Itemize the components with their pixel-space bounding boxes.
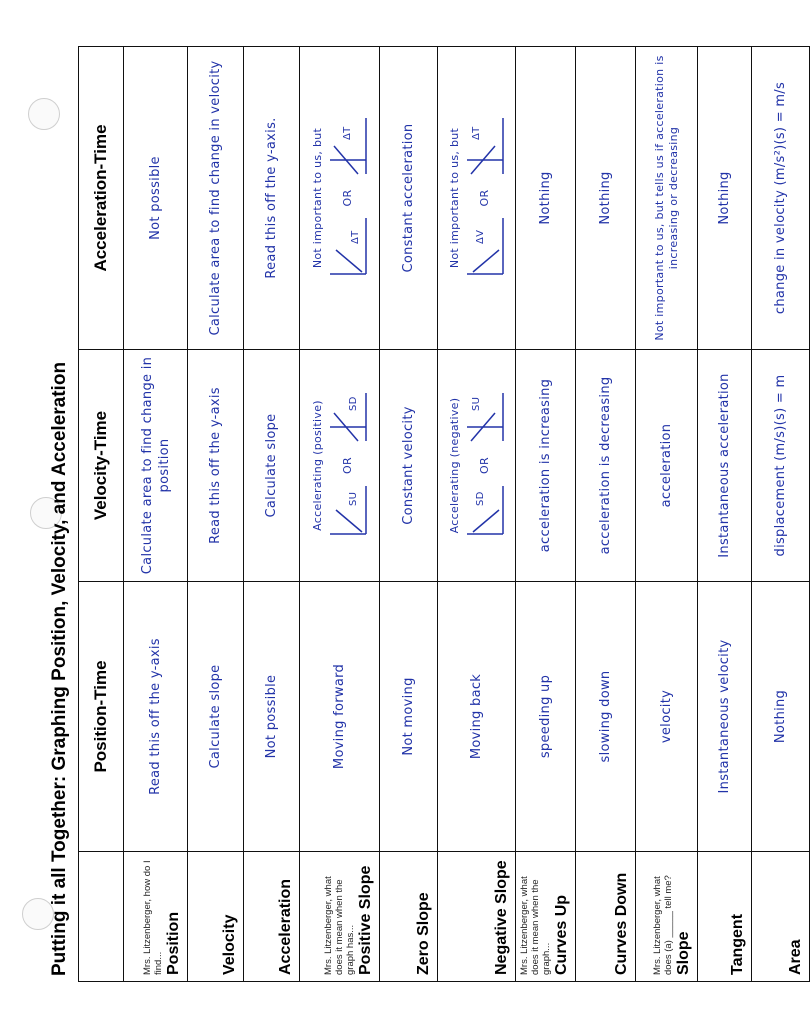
answer-acceleration-time: Nothing [516, 47, 576, 350]
answer-position-time: Read this off the y-axis [124, 582, 188, 852]
falling-line-sketch [465, 216, 505, 280]
answer-acceleration-time: Nothing [576, 47, 636, 350]
sketch-group [465, 53, 505, 343]
answer-acceleration-time: Nothing [698, 47, 752, 350]
question-note: Mrs. Litzenberger, what does it mean when the graph has... [323, 876, 356, 975]
answer-acceleration-time: Read this off the y-axis. [244, 47, 300, 350]
answer-text: Accelerating (negative) [448, 397, 461, 534]
row-label-cell [516, 852, 576, 982]
row-label-cell [244, 852, 300, 982]
row-label-cell [576, 852, 636, 982]
row-label-cell [752, 852, 810, 982]
question-note: Mrs. Litzenberger, what does (a) _____ tell me? [652, 875, 674, 975]
table-row [752, 47, 810, 982]
table-row [300, 47, 380, 982]
rising-line-sketch [328, 116, 368, 180]
answer-acceleration-time: Calculate area to find change in velocity [188, 47, 244, 350]
row-label: Negative Slope [493, 860, 510, 975]
answer-acceleration-time: change in velocity (m/s²)(s) = m/s [752, 47, 810, 350]
sketch-group [328, 53, 368, 343]
sketch-label: SD [475, 491, 486, 506]
worksheet-title: Putting it all Together: Graphing Position, Velocity, and Acceleration [49, 361, 70, 976]
answer-velocity-time [300, 350, 380, 582]
answer-text: Not important to us, but [311, 127, 324, 269]
row-label: Acceleration [277, 878, 294, 975]
header-corner [79, 852, 124, 982]
answer-text: Accelerating (positive) [311, 400, 324, 531]
table-row [188, 47, 244, 982]
falling-line-sketch [465, 116, 505, 180]
row-label: Position [165, 911, 182, 975]
row-label: Curves Up [553, 894, 570, 975]
answer-velocity-time: Instantaneous acceleration [698, 350, 752, 582]
row-label: Positive Slope [357, 865, 374, 975]
table-row [124, 47, 188, 982]
answer-velocity-time: acceleration is increasing [516, 350, 576, 582]
or-text: OR [341, 457, 354, 474]
header-velocity-time: Velocity-Time [79, 350, 124, 582]
answer-position-time: Instantaneous velocity [698, 582, 752, 852]
sketch-label: SD [348, 396, 359, 412]
or-text: OR [478, 189, 491, 207]
answer-acceleration-time: Not important to us, but tells us if acceleration is increasing or decreasing [636, 47, 698, 350]
question-note: Mrs. Litzenberger, what does it mean when the graph... [519, 876, 552, 975]
answer-position-time: speeding up [516, 582, 576, 852]
answer-velocity-time: Read this off the y-axis [188, 350, 244, 582]
sketch-group [465, 356, 505, 575]
answer-position-time: Moving forward [300, 582, 380, 852]
table-row [698, 47, 752, 982]
header-position-time: Position-Time [79, 582, 124, 852]
row-label: Slope [675, 931, 692, 975]
row-label: Curves Down [613, 872, 630, 975]
answer-velocity-time [438, 350, 516, 582]
answer-velocity-time: acceleration is decreasing [576, 350, 636, 582]
rising-line-sketch [328, 391, 368, 447]
table-row [636, 47, 698, 982]
row-label-cell [698, 852, 752, 982]
row-label-cell [124, 852, 188, 982]
answer-position-time: slowing down [576, 582, 636, 852]
row-label-cell [636, 852, 698, 982]
answer-velocity-time: acceleration [636, 350, 698, 582]
row-label-cell [380, 852, 438, 982]
rotated-worksheet [42, 47, 804, 982]
header-row [79, 47, 124, 982]
row-label-cell [438, 852, 516, 982]
falling-line-sketch [465, 484, 505, 540]
answer-velocity-time: displacement (m/s)(s) = m [752, 350, 810, 582]
answer-velocity-time: Calculate area to find change in position [124, 350, 188, 582]
answer-position-time: Not possible [244, 582, 300, 852]
answer-acceleration-time [438, 47, 516, 350]
row-label-cell [300, 852, 380, 982]
answer-acceleration-time: Not possible [124, 47, 188, 350]
answer-position-time: Moving back [438, 582, 516, 852]
sketch-group [328, 356, 368, 575]
sketch-label: ΔT [350, 230, 361, 245]
table-row [576, 47, 636, 982]
answer-position-time: Not moving [380, 582, 438, 852]
rising-line-sketch [328, 484, 368, 540]
answer-velocity-time: Constant velocity [380, 350, 438, 582]
question-note: Mrs. Litzenberger, how do I find... [142, 860, 164, 975]
or-text: OR [341, 189, 354, 207]
row-label: Area [787, 939, 804, 975]
rising-line-sketch [328, 216, 368, 280]
answer-velocity-time: Calculate slope [244, 350, 300, 582]
answer-position-time: velocity [636, 582, 698, 852]
sketch-label: ΔT [342, 125, 353, 140]
answer-position-time: Nothing [752, 582, 810, 852]
graphing-table [78, 46, 810, 982]
header-acceleration-time: Acceleration-Time [79, 47, 124, 350]
sketch-label: SU [471, 396, 482, 412]
or-text: OR [478, 457, 491, 474]
table-row [438, 47, 516, 982]
table-row [516, 47, 576, 982]
falling-line-sketch [465, 391, 505, 447]
row-label-cell [188, 852, 244, 982]
answer-acceleration-time: Constant acceleration [380, 47, 438, 350]
row-label: Velocity [221, 914, 238, 975]
answer-acceleration-time [300, 47, 380, 350]
sketch-label: ΔV [475, 230, 486, 245]
row-label: Zero Slope [415, 892, 432, 975]
table-row [244, 47, 300, 982]
row-label: Tangent [729, 913, 746, 975]
answer-position-time: Calculate slope [188, 582, 244, 852]
sketch-label: SU [348, 491, 359, 506]
answer-text: Not important to us, but [448, 127, 461, 269]
table-row [380, 47, 438, 982]
sketch-label: ΔT [471, 125, 482, 140]
